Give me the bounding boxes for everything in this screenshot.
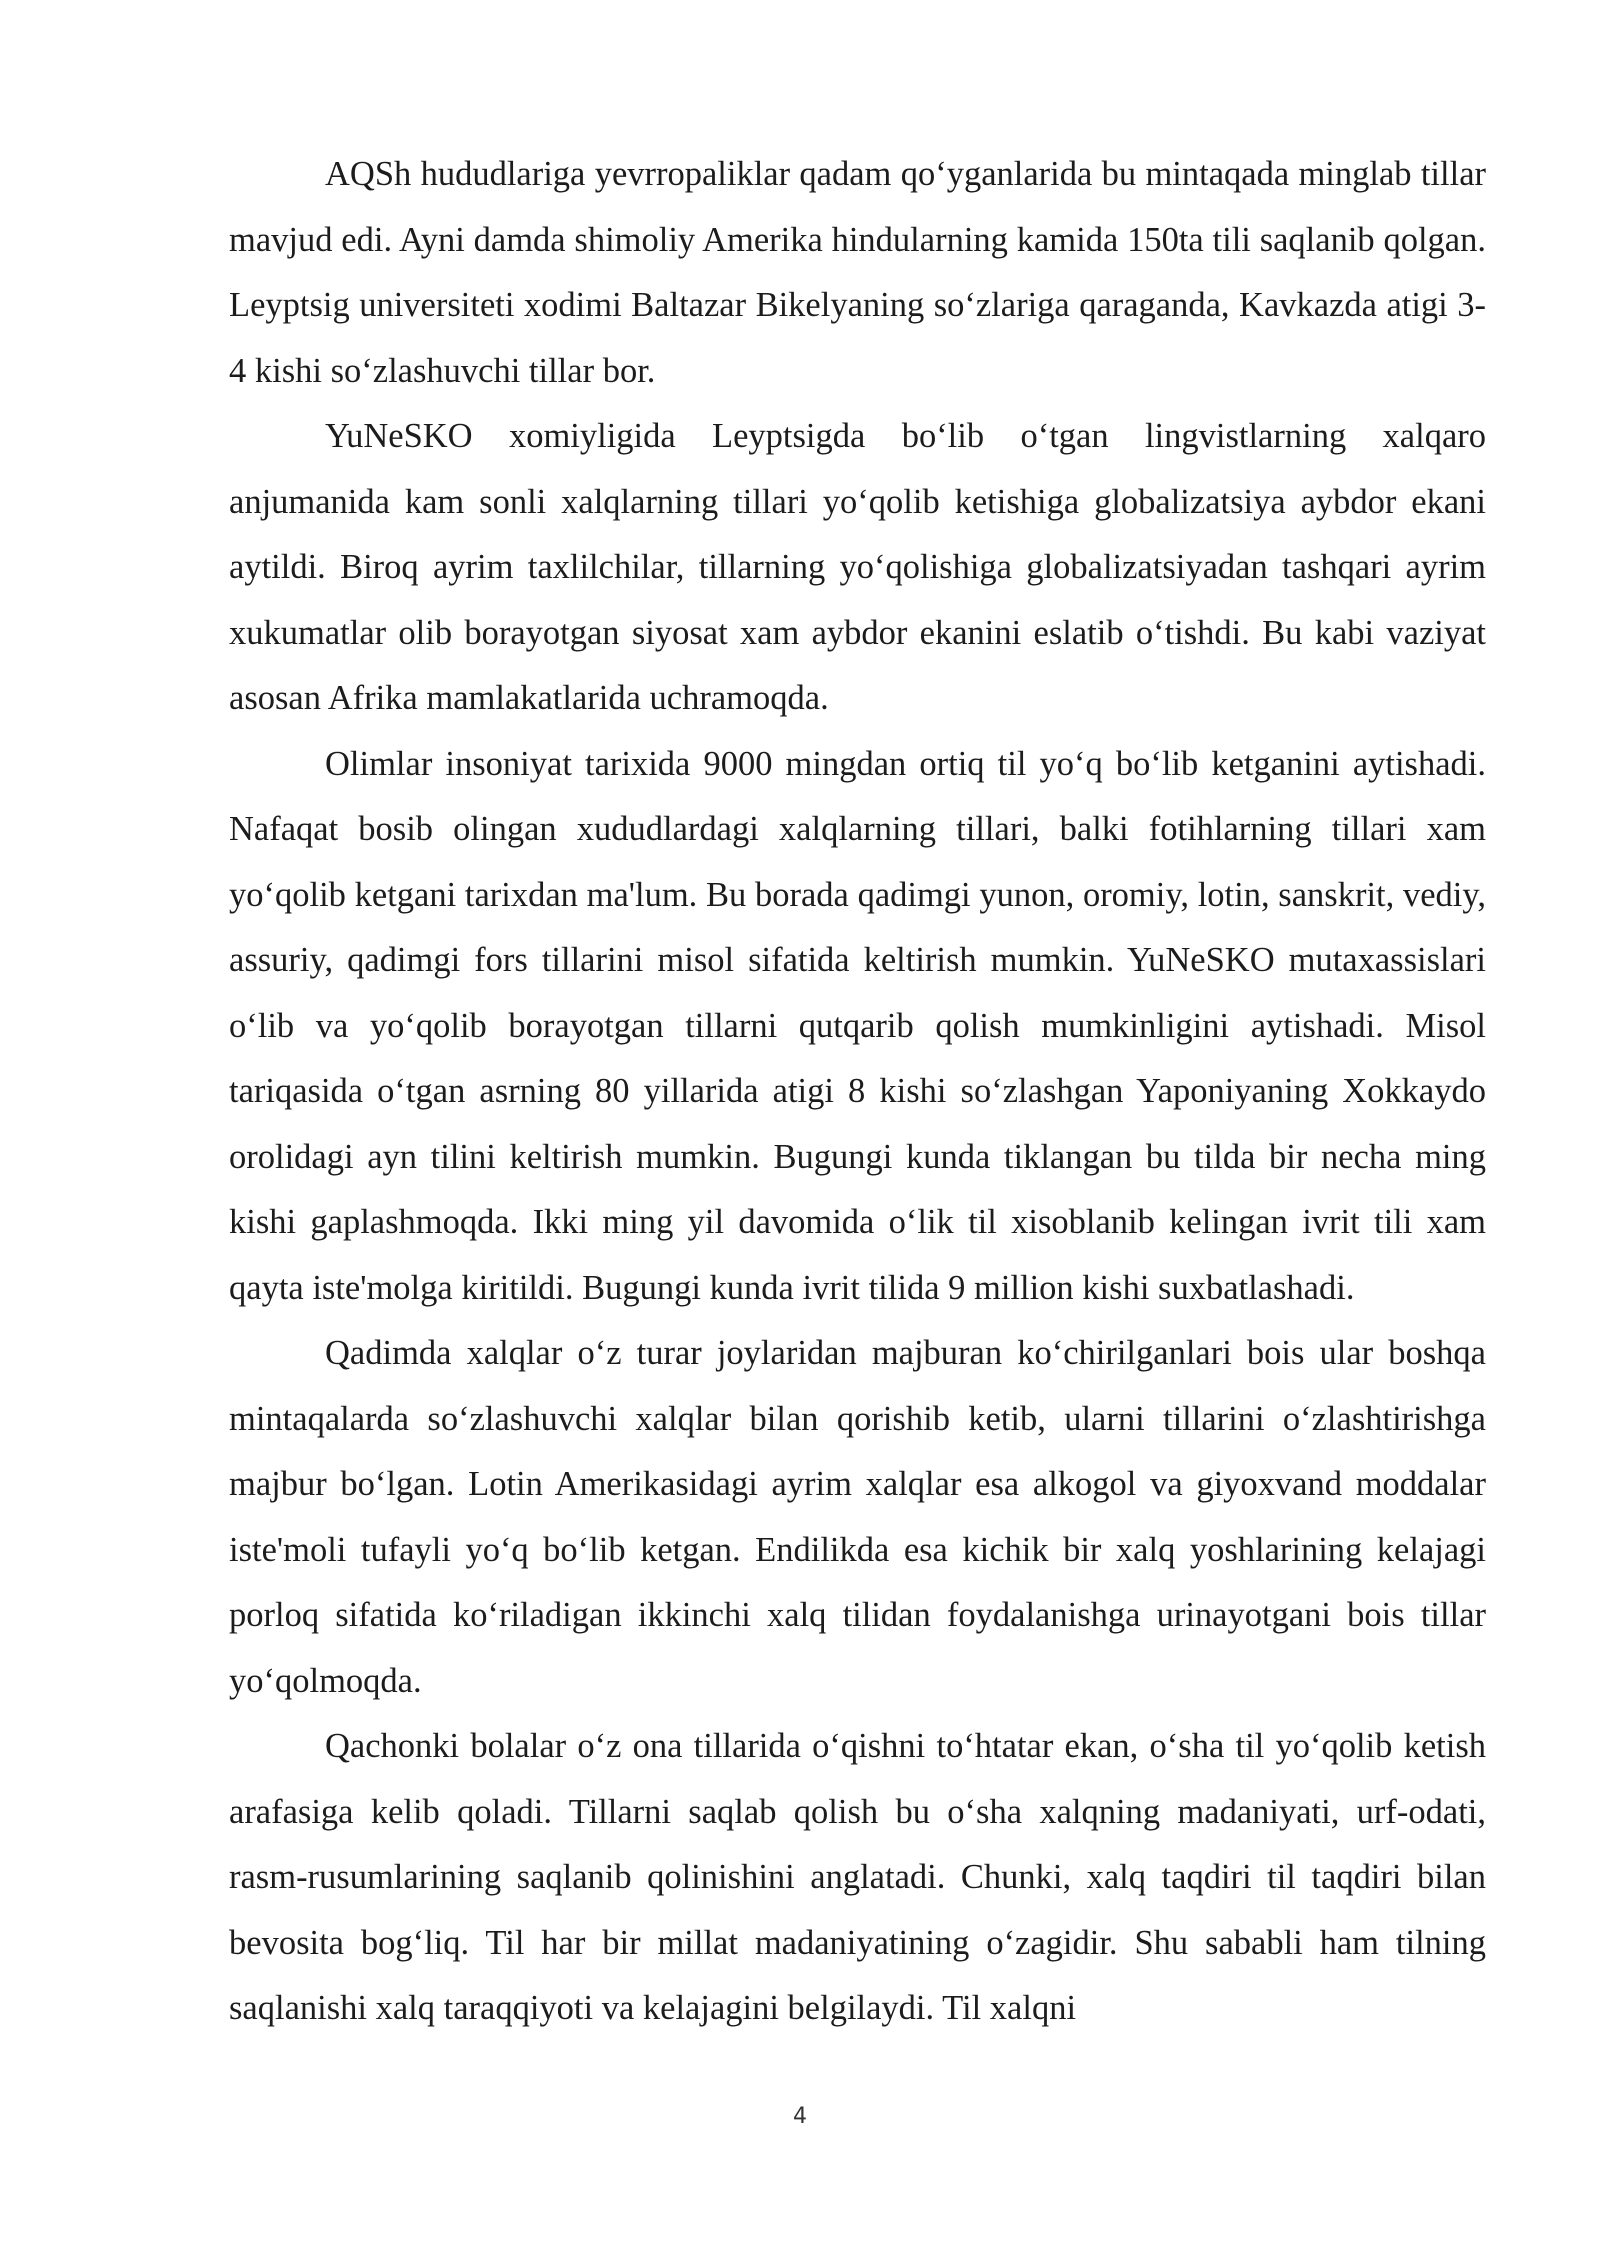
paragraph-2: YuNeSKO xomiyligida Leyptsigda bo‘lib o‘tgan lingvistlarning xalqaro anjumanida kam sonli xalqlarning tillari yo‘qolib ketishiga globalizatsiya aybdor ekani aytildi. Biroq ayrim taxlilchilar, tillarning yo‘qolishiga globalizatsiyadan tashqari ayrim xukumatlar olib borayotgan siyosat xam aybdor ekanini eslatib o‘tishdi. Bu kabi vaziyat asosan Afrika mamlakatlarida uchramoqda. — [229, 417, 1486, 717]
page-number: 4 — [793, 2104, 807, 2129]
paragraph-3: Olimlar insoniyat tarixida 9000 mingdan ortiq til yo‘q bo‘lib ketganini aytishadi. Nafaqat bosib olingan xududlardagi xalqlarning tillari, balki fotihlarning tillari xam yo‘qolib ketgani tarixdan ma'lum. Bu borada qadimgi yunon, oromiy, lotin, sanskrit, vediy, assuriy, qadimgi fors tillarini misol sifatida keltirish mumkin. YuNeSKO mutaxassislari o‘lib va yo‘qolib borayotgan tillarni qutqarib qolish mumkinligini aytishadi. Misol tariqasida o‘tgan asrning 80 yillarida atigi 8 kishi so‘zlashgan Yaponiyaning Xokkaydo orolidagi ayn tilini keltirish mumkin. Bugungi kunda tiklangan bu tilda bir necha ming kishi gaplashmoqda. Ikki ming yil davomida o‘lik til xisoblanib kelingan ivrit tili xam qayta iste'molga kiritildi. Bugungi kunda ivrit tilida 9 million kishi suxbatlashadi. — [229, 744, 1486, 1307]
paragraph-5: Qachonki bolalar o‘z ona tillarida o‘qishni to‘htatar ekan, o‘sha til yo‘qolib ketish arafasiga kelib qoladi. Tillarni saqlab qolish bu o‘sha xalqning madaniyati, urf-odati, rasm-rusumlarining saqlanib qolinishini anglatadi. Chunki, xalq taqdiri til taqdiri bilan bevosita bog‘liq. Til har bir millat madaniyatining o‘zagidir. Shu sababli ham tilning saqlanishi xalq taraqqiyoti va kelajagini belgilaydi. Til xalqni — [229, 1727, 1486, 2027]
paragraph-1: AQSh hududlariga yevrropaliklar qadam qo‘yganlarida bu mintaqada minglab tillar mavjud edi. Ayni damda shimoliy Amerika hindularning kamida 150ta tili saqlanib qolgan. Leyptsig universiteti xodimi Baltazar Bikelyaning so‘zlariga qaraganda, Kavkazda atigi 3-4 kishi so‘zlashuvchi tillar bor. — [229, 155, 1486, 390]
body-text — [229, 142, 1486, 2042]
paragraph-4: Qadimda xalqlar o‘z turar joylaridan majburan ko‘chirilganlari bois ular boshqa mintaqalarda so‘zlashuvchi xalqlar bilan qorishib ketib, ularni tillarini o‘zlashtirishga majbur bo‘lgan. Lotin Amerikasidagi ayrim xalqlar esa alkogol va giyoxvand moddalar iste'moli tufayli yo‘q bo‘lib ketgan. Endilikda esa kichik bir xalq yoshlarining kelajagi porloq sifatida ko‘riladigan ikkinchi xalq tilidan foydalanishga urinayotgani bois tillar yo‘qolmoqda. — [229, 1334, 1486, 1700]
